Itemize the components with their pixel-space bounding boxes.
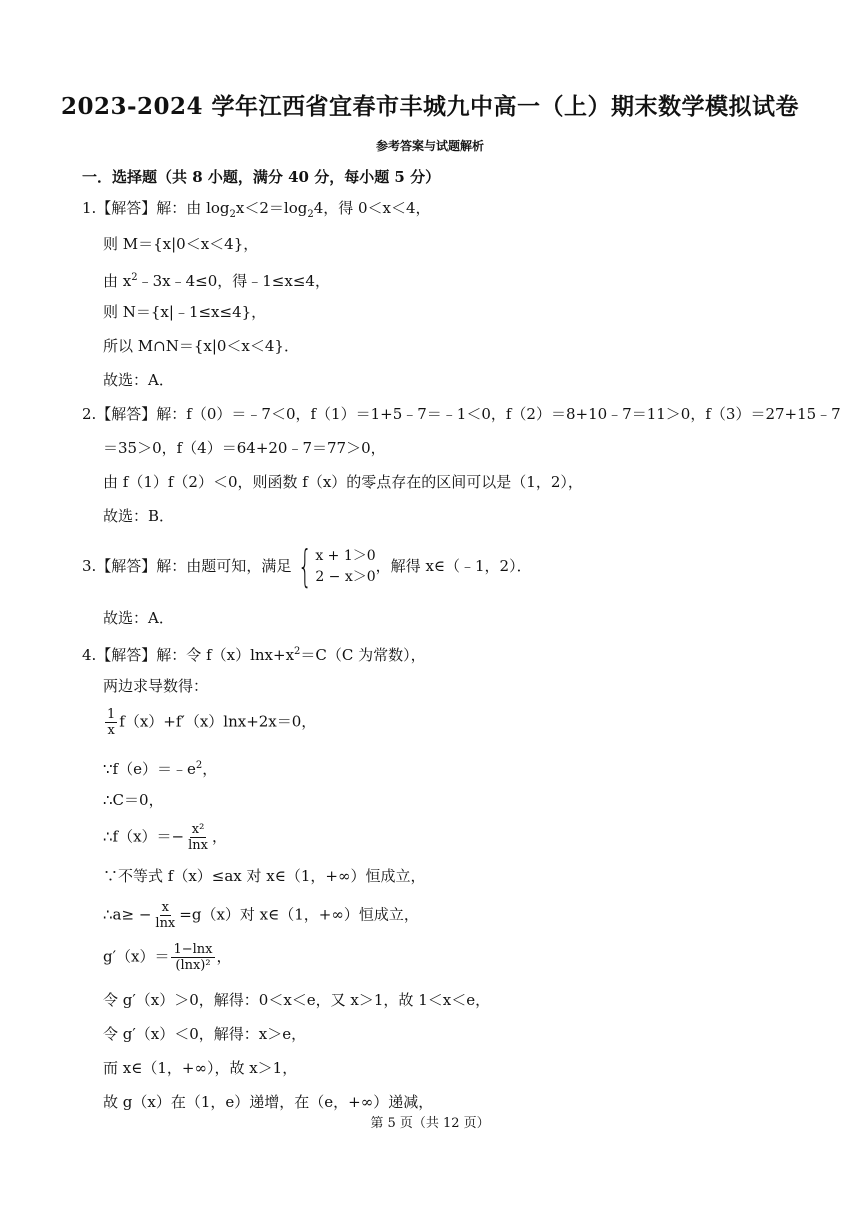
q4-line-11: 令 g′（x）＜0，解得：x＞e， — [103, 1025, 307, 1043]
q1-line-3: 由 $x^2﹣3x﹣4\le 0$，得﹣1≤x≤4， — [103, 272, 330, 290]
q1-line-5: 所以 M∩N＝{x|0＜x＜4}． — [103, 337, 299, 355]
system-row-1: x + 1＞0 — [315, 548, 376, 564]
q1-line-2: 则 M＝{x|0＜x＜4}， — [103, 235, 259, 253]
q4-line-3: $\frac{1}{x}$ f（x）+f′（x）lnx+2x＝0， — [107, 707, 317, 738]
fraction: $\frac{1}{x}$ — [107, 707, 116, 738]
q4-line-8: ∴a≥ − $\frac{x}{\ln x}$ =g（x）对 x∈（1，+∞）恒成立， — [103, 900, 419, 931]
q4-line-13: 故 g（x）在（1，e）递增，在（e，+∞）递减， — [103, 1093, 434, 1111]
document-subtitle: 参考答案与试题解析 — [375, 139, 484, 153]
q3-line-2: 故选：A． — [103, 609, 174, 627]
q2-line-1: 2.【解答】解：f（0）＝﹣7＜0，f（1）＝1+5﹣7＝﹣1＜0，f（2）＝8+10﹣7＝11＞0，f（3）＝27+15﹣7 — [82, 405, 841, 423]
q4-line-5: ∴C＝0， — [103, 791, 164, 809]
q4-line-2: 两边求导数得： — [103, 677, 209, 695]
q4-line-4: $\because f(e)=﹣e^2$， — [103, 760, 218, 778]
page-footer: 第 5 页（共 12 页） — [370, 1116, 490, 1131]
q4-line-1: 4.【解答】解：令 $f(x)\ln x+x^2=C(C$ 为常数）， — [82, 646, 426, 664]
q2-line-3: 由 f（1）f（2）＜0，则函数 f（x）的零点存在的区间可以是（1，2）， — [103, 473, 583, 491]
q1-line-4: 则 N＝{x|﹣1≤x≤4}， — [103, 303, 267, 321]
q1-line-1: 1.【解答】解：由 $\log_2x<2=\log_24$，得 0＜x＜4， — [82, 199, 431, 220]
q4-line-6: ∴f（x）＝− $\frac{\text{x²}}{\ln x}$ ， — [103, 822, 228, 853]
q2-line-4: 故选：B． — [103, 507, 175, 525]
equation-system — [291, 541, 376, 592]
q2-line-2: ＝35＞0，f（4）＝64+20﹣7＝77＞0， — [103, 439, 386, 457]
section-heading: 一．选择题（共 8 小题，满分 40 分，每小题 5 分） — [82, 168, 441, 186]
document-title: 2023-2024 学年江西省宜春市丰城九中高一（上）期末数学模拟试卷 — [60, 93, 800, 120]
brace-icon: { — [298, 541, 313, 592]
q4-line-9: g′（x）＝ $\frac{1-\ln x}{\text{(lnx)²}}$ ， — [103, 942, 232, 973]
fraction: $\frac{x}{\ln x}$ — [155, 900, 176, 931]
system-row-2: 2 − x＞0 — [315, 569, 376, 585]
q4-line-10: 令 g′（x）＞0，解得：0＜x＜e，又 x＞1，故 1＜x＜e， — [103, 991, 491, 1009]
q1-line-6: 故选：A． — [103, 371, 174, 389]
q4-line-12: 而 x∈（1，+∞），故 x＞1， — [103, 1059, 298, 1077]
q4-line-7: ∵不等式 f（x）≤ax 对 x∈（1，+∞）恒成立， — [103, 867, 426, 885]
fraction: $\frac{1-\ln x}{\text{(lnx)²}}$ — [173, 942, 213, 973]
fraction: $\frac{\text{x²}}{\ln x}$ — [188, 822, 208, 853]
q3-line-1: 3.【解答】解：由题可知，满足 { x + 1＞0 2 − x＞0 ，解得 x∈（﹣1，2）． — [82, 541, 532, 592]
